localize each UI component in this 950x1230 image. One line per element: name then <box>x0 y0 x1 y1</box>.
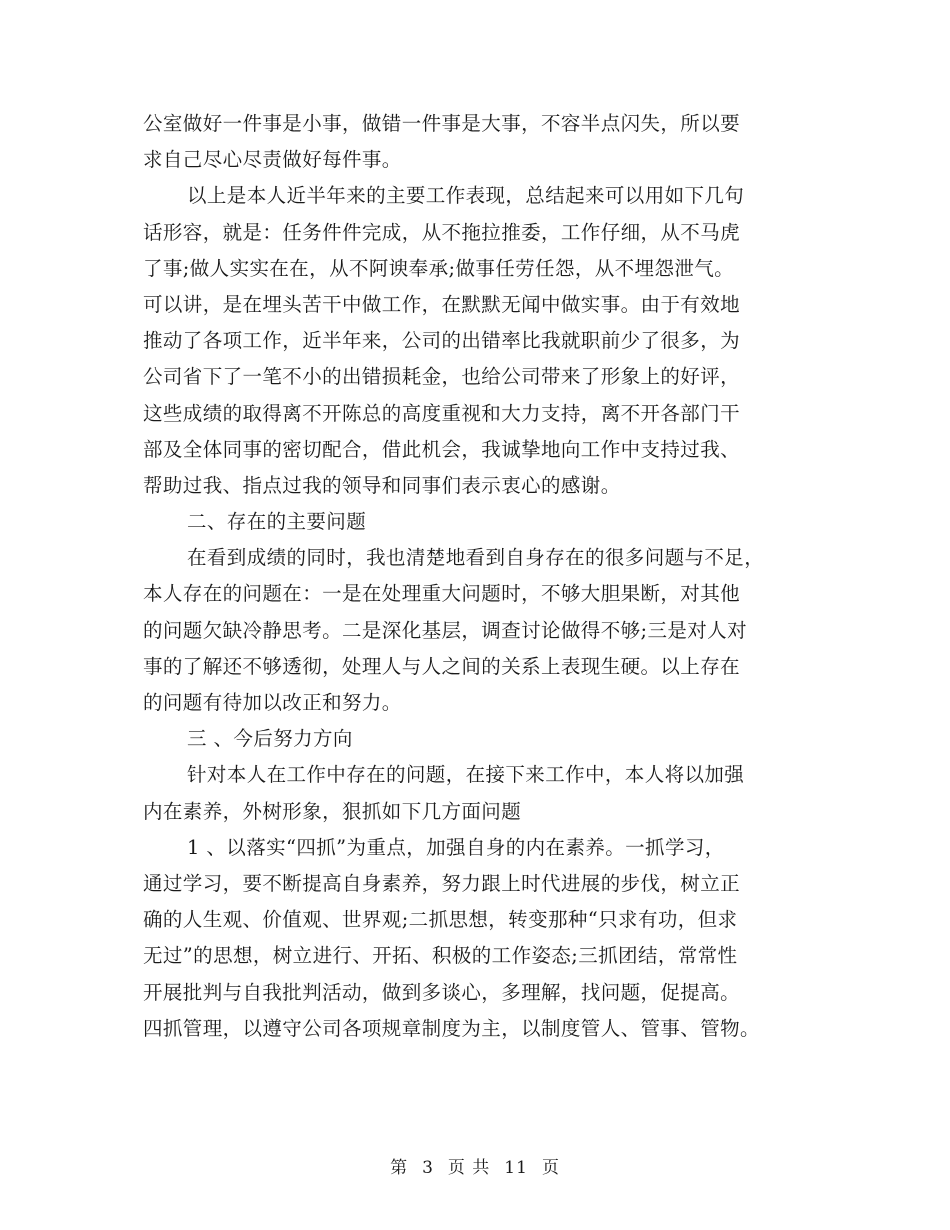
text-line: 内在素养，外树形象，狠抓如下几方面问题 <box>143 799 522 823</box>
text-line: 部及全体同事的密切配合，借此机会，我诚挚地向工作中支持过我、 <box>143 437 741 461</box>
text-line: 帮助过我、指点过我的领导和同事们表示衷心的感谢。 <box>143 473 621 497</box>
text-line: 可以讲，是在埋头苦干中做工作，在默默无闻中做实事。由于有效地 <box>143 292 741 316</box>
text-line: 三 、今后努力方向 <box>187 727 353 751</box>
text-line: 本人存在的问题在：一是在处理重大问题时，不够大胆果断，对其他 <box>143 582 741 606</box>
text-line: 求自己尽心尽责做好每件事。 <box>143 148 402 172</box>
text-line: 推动了各项工作，近半年来，公司的出错率比我就职前少了很多，为 <box>143 329 741 353</box>
page-footer <box>0 1153 950 1178</box>
text-line: 公司省下了一笔不小的出错损耗金，也给公司带来了形象上的好评， <box>143 365 741 389</box>
text-line: 的问题有待加以改正和努力。 <box>143 691 402 714</box>
text-line: 通过学习，要不断提高自身素养，努力跟上时代进展的步伐，树立正 <box>143 871 741 895</box>
text-line: 事的了解还不够透彻，处理人与人之间的关系上表现生硬。以上存在 <box>143 654 741 678</box>
footer-page-number: 3 <box>422 1158 434 1178</box>
text-line: 四抓管理，以遵守公司各项规章制度为主，以制度管人、管事、管物。 <box>143 1016 760 1040</box>
footer-suffix: 页 <box>541 1158 560 1178</box>
text-line: 这些成绩的取得离不开陈总的高度重视和大力支持，离不开各部门干 <box>143 401 741 425</box>
text-line: 二、存在的主要问题 <box>187 510 367 534</box>
text-line: 无过”的思想，树立进行、开拓、积极的工作姿态;三抓团结，常常性 <box>143 944 738 968</box>
footer-total-pages: 11 <box>504 1158 528 1178</box>
footer-middle: 页 共 <box>447 1158 491 1178</box>
text-line: 开展批判与自我批判活动，做到多谈心，多理解，找问题，促提高。 <box>143 980 741 1004</box>
text-line: 1 、以落实“四抓”为重点，加强自身的内在素养。一抓学习， <box>187 835 725 859</box>
text-line: 公室做好一件事是小事，做错一件事是大事，不容半点闪失，所以要 <box>143 112 741 135</box>
text-line: 了事;做人实实在在，从不阿谀奉承;做事任劳任怨，从不埋怨泄气。 <box>143 256 735 280</box>
footer-prefix: 第 <box>390 1158 409 1178</box>
text-line: 确的人生观、价值观、世界观;二抓思想，转变那种“只求有功，但求 <box>143 908 738 932</box>
text-line: 话形容，就是：任务件件完成，从不拖拉推委，工作仔细，从不马虎 <box>143 220 741 244</box>
text-line: 在看到成绩的同时，我也清楚地看到自身存在的很多问题与不足， <box>187 546 765 570</box>
body-text <box>143 106 813 1047</box>
text-line: 的问题欠缺冷静思考。二是深化基层，调查讨论做得不够;三是对人对 <box>143 618 747 642</box>
text-line: 针对本人在工作中存在的问题，在接下来工作中，本人将以加强 <box>187 763 745 787</box>
text-line: 以上是本人近半年来的主要工作表现，总结起来可以用如下几句 <box>187 184 745 208</box>
